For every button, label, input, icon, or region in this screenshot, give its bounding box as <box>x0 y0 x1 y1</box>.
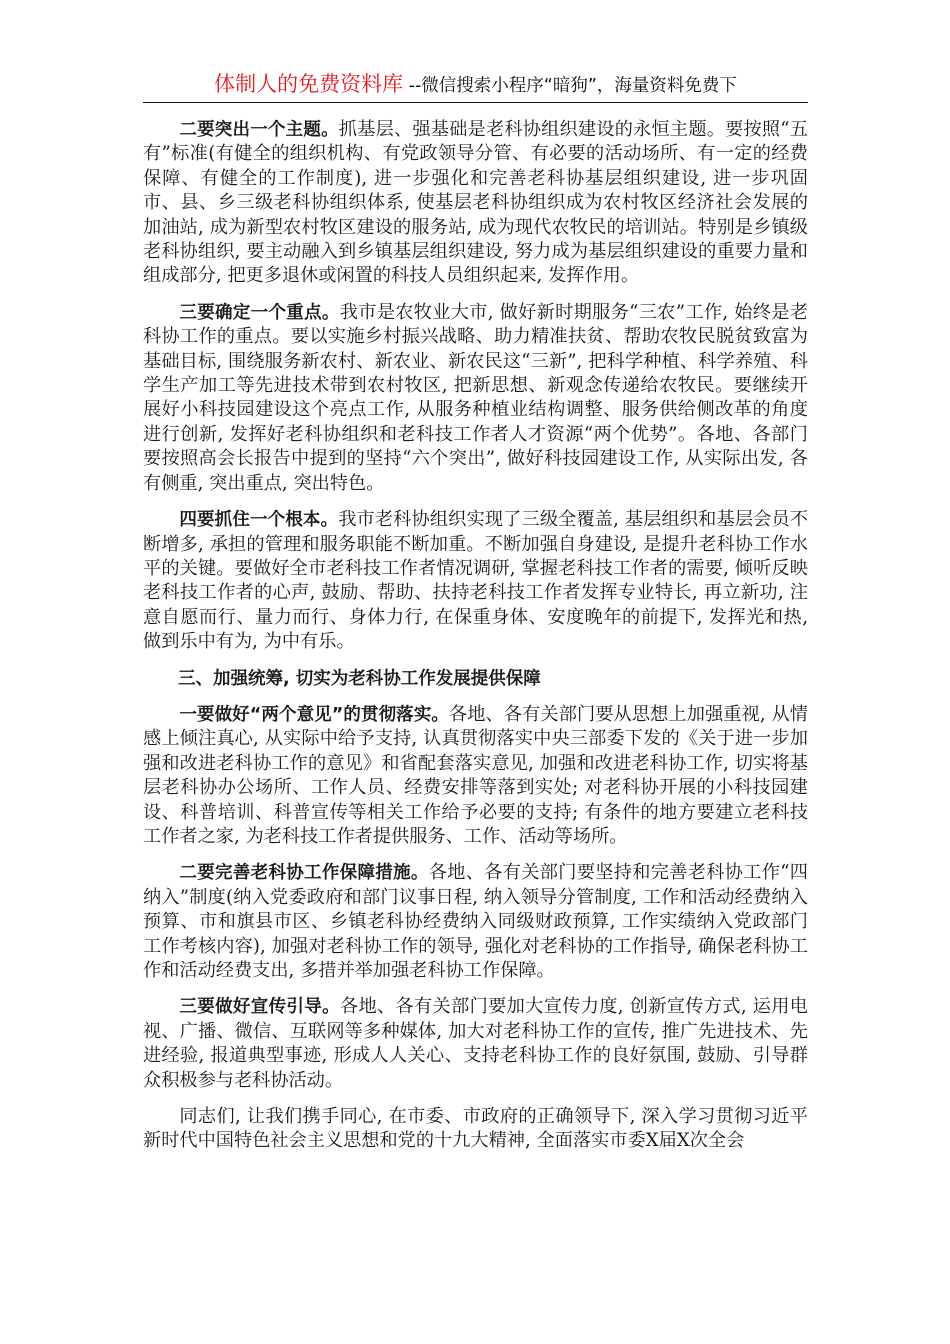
paragraph-lead: 三要确定一个重点。 <box>179 302 340 323</box>
header-brand: 体制人的免费资料库 <box>214 72 404 96</box>
paragraph-theme <box>143 118 808 289</box>
paragraph-lead: 一要做好“两个意见”的贯彻落实。 <box>179 704 449 725</box>
paragraph-body: 抓基层、强基础是老科协组织建设的永恒主题。要按照“五有”标准(有健全的组织机构、有党政领导分管、有必要的活动场所、有一定的经费保障、有健全的工作制度), 进一步强化和完善老科协基层组织建设, 进一步巩固市、县、乡三级老科协组织体系, 使基层老科协组织成为农村牧区经济社会发展的加油站, 成为新型农村牧区建设的服务站, 成为现代农牧民的培训站。特别是乡镇级老科协组织, 要主动融入到乡镇基层组织建设, 努力成为基层组织建设的重要力量和组成部分, 把更多退休或闲置的科技人员组织起来, 发挥作用。 <box>143 119 808 287</box>
paragraph-foundation <box>143 508 808 654</box>
paragraph-lead: 二要完善老科协工作保障措施。 <box>179 863 429 884</box>
section-heading: 三、加强统筹, 切实为老科协工作发展提供保障 <box>178 668 541 689</box>
paragraph-two-opinions <box>143 703 808 849</box>
header-tagline: --微信搜索小程序“暗狗”，海量资料免费下 <box>403 76 737 96</box>
paragraph-body: 各地、各有关部门要从思想上加强重视, 从情感上倾注真心, 从实际中给予支持, 认真贯彻落实中央三部委下发的《关于进一步加强和改进老科协工作的意见》和省配套落实意见, 加强和改进老科协工作, 切实将基层老科协办公场所、工作人员、经费安排等落到实处; 对老科协开展的小科技园建设、科普培训、科普宣传等相关工作给予必要的支持; 有条件的地方要建立老科技工作者之家, 为老科技工作者提供服务、工作、活动等场所。 <box>143 703 808 847</box>
paragraph-lead: 二要突出一个主题。 <box>179 120 339 140</box>
paragraph-body: 我市老科协组织实现了三级全覆盖, 基层组织和基层会员不断增多, 承担的管理和服务职能不断加重。不断加强自身建设, 是提升老科协工作水平的关键。要做好全市老科技工作者情况调研, 掌握老科技工作者的需要, 倾听反映老科技工作者的心声, 鼓励、帮助、扶持老科技工作者发挥专业特长, 再立新功, 注意自愿而行、量力而行、身体力行, 在保重身体、安度晚年的前提下, 发挥光和热, 做到乐中有为, 为中有乐。 <box>143 509 808 653</box>
paragraph-focus <box>143 301 808 496</box>
document-body <box>143 118 808 1166</box>
paragraph-lead: 四要抓住一个根本。 <box>179 510 339 531</box>
paragraph-body: 各地、各有关部门要坚持和完善老科协工作“四纳入”制度(纳入党委政府和部门议事日程, 纳入领导分管制度, 工作和活动经费纳入预算、市和旗县市区、乡镇老科协经费纳入同级财政预算, 工作实绩纳入党政部门工作考核内容), 加强对老科协工作的领导, 强化对老科协的工作指导, 确保老科协工作和活动经费支出, 多措并举加强老科协工作保障。 <box>143 862 808 981</box>
paragraph-lead: 三要做好宣传引导。 <box>179 997 340 1018</box>
paragraph-publicity <box>143 995 808 1093</box>
paragraph-body: 我市是农牧业大市, 做好新时期服务“三农”工作, 始终是老科协工作的重点。要以实施乡村振兴战略、助力精准扶贫、帮助农牧民脱贫致富为基础目标, 围绕服务新农村、新农业、新农民这“三新”, 把科学种植、科学养殖、科学生产加工等先进技术带到农村牧区, 把新思想、新观念传递给农牧民。要继续开展好小科技园建设这个亮点工作, 从服务种植业结构调整、服务供给侧改革的角度进行创新, 发挥好老科协组织和老科技工作者人才资源“两个优势”。各地、各部门要按照高会长报告中提到的坚持“六个突出”, 做好科技园建设工作, 从实际出发, 各有侧重, 突出重点, 突出特色。 <box>143 301 809 494</box>
paragraph-closing: 同志们, 让我们携手同心, 在市委、市政府的正确领导下, 深入学习贯彻习近平新时代中国特色社会主义思想和党的十九大精神, 全面落实市委X届X次全会 <box>143 1106 808 1152</box>
paragraph-guarantee-measures <box>143 861 808 983</box>
paragraph-body: 各地、各有关部门要加大宣传力度, 创新宣传方式, 运用电视、广播、微信、互联网等多种媒体, 加大对老科协工作的宣传, 推广先进技术、先进经验, 报道典型事迹, 形成人人关心、支持老科协工作的良好氛围, 鼓励、引导群众积极参与老科协活动。 <box>143 996 808 1091</box>
page-header <box>143 66 808 103</box>
